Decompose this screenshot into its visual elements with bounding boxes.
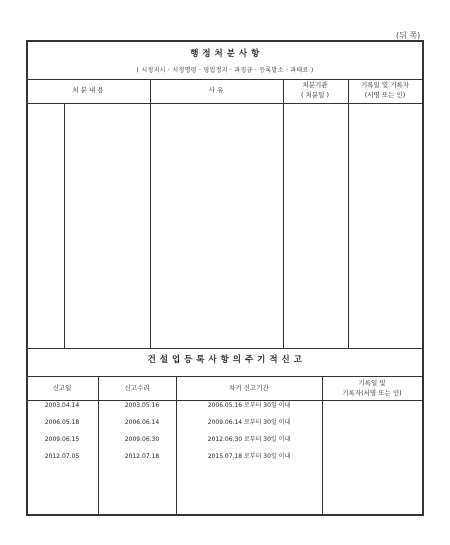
frame-bottom-border (26, 514, 424, 516)
report-divider-2 (176, 376, 177, 515)
row-4-accept-date: 2012.07.18 (124, 453, 160, 460)
admin-divider-1 (150, 79, 151, 348)
header-recorder-line2: (서명 또는 인) (364, 91, 406, 99)
header-reason: 사 유 (208, 86, 224, 94)
row-3-report-date: 2009.06.15 (44, 436, 80, 443)
row-2-accept-date: 2006.06.14 (124, 419, 160, 426)
admin-divider-2 (283, 79, 284, 348)
header-recorder-line1: 기록일 및 기록자 (360, 81, 410, 89)
report-divider-1 (98, 376, 99, 515)
row-1-accept-date: 2003.05.16 (124, 402, 160, 409)
row-2-next-period: 2009.06.14 로부터 30일 이내 (207, 419, 291, 426)
row-1-next-period: 2006.05.16 로부터 30일 이내 (207, 402, 291, 409)
header-next-period: 차기 신고기간 (229, 384, 269, 392)
report-divider-3 (322, 376, 323, 515)
report-section-title: 건 설 업 등 록 사 항 의 주 기 적 신 고 (147, 355, 303, 365)
header-agency-line2: ( 처분일 ) (300, 91, 330, 99)
admin-section-title: 행 정 처 분 사 항 (190, 49, 260, 59)
row-2-report-date: 2006.05.18 (44, 419, 80, 426)
row-3-next-period: 2012.06.30 로부터 30일 이내 (207, 436, 291, 443)
header-report-recorder-line1: 기록일 및 (358, 379, 386, 387)
row-4-report-date: 2012.07.05 (44, 453, 80, 460)
header-report-date: 신고일 (52, 384, 72, 392)
admin-divider-inner (64, 103, 65, 348)
report-header-bottom-line (27, 400, 422, 401)
header-disposition: 처 분 내 용 (72, 86, 104, 94)
admin-header-bottom-line (27, 103, 422, 104)
header-accept-date: 신고수리 (124, 384, 150, 392)
admin-divider-3 (348, 79, 349, 348)
report-header-top-line (27, 376, 422, 377)
row-3-accept-date: 2009.06.30 (124, 436, 160, 443)
page-side-label: (뒤 쪽) (396, 31, 421, 40)
admin-section-subtitle: ( 시정지시 · 시정명령 · 영업정지 · 과징금 · 등록말소 · 과태료 ) (136, 67, 314, 74)
frame-right-border (422, 40, 424, 516)
frame-left-border (26, 40, 28, 516)
admin-header-top-line (27, 79, 422, 80)
row-1-report-date: 2003.04.14 (44, 402, 80, 409)
header-report-recorder-line2: 기록자(서명 또는 인) (342, 389, 402, 397)
frame-top-border (26, 40, 424, 42)
row-4-next-period: 2015.07.18 로부터 30일 이내 (207, 453, 291, 460)
header-agency-line1: 처분기관 (302, 81, 328, 89)
section-divider-line (27, 348, 422, 349)
